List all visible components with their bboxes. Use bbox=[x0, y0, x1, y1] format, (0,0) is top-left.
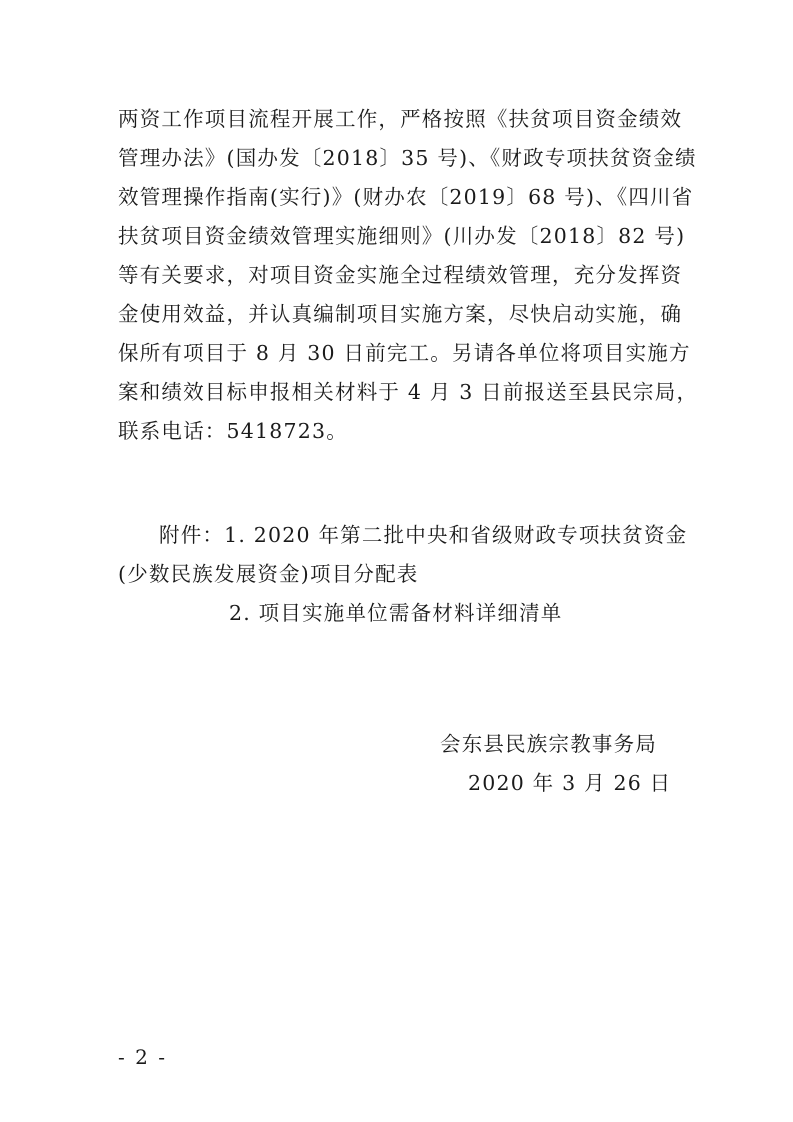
paragraph-line: 保所有项目于 8 月 30 日前完工。另请各单位将项目实施方 bbox=[118, 341, 691, 365]
paragraph-line: 效管理操作指南(实行)》(财办农〔2019〕68 号)、《四川省 bbox=[118, 185, 694, 209]
paragraph-line: 两资工作项目流程开展工作，严格按照《扶贫项目资金绩效 bbox=[118, 107, 683, 131]
attachment-2: 2. 项目实施单位需备材料详细清单 bbox=[229, 601, 563, 625]
paragraph-line: 管理办法》(国办发〔2018〕35 号)、《财政专项扶贫资金绩 bbox=[118, 146, 697, 170]
body-paragraph bbox=[118, 100, 699, 451]
page-number: - 2 - bbox=[118, 1045, 167, 1069]
issue-date: 2020 年 3 月 26 日 bbox=[468, 771, 672, 795]
signature-block bbox=[440, 725, 671, 803]
paragraph-line: 案和绩效目标申报相关材料于 4 月 3 日前报送至县民宗局， bbox=[118, 380, 699, 404]
attachment-1-line-2: (少数民族发展资金)项目分配表 bbox=[118, 562, 419, 586]
attachment-1-line-1: 附件：1. 2020 年第二批中央和省级财政专项扶贫资金 bbox=[159, 523, 688, 547]
paragraph-line: 等有关要求，对项目资金实施全过程绩效管理，充分发挥资 bbox=[118, 263, 683, 287]
issuing-organization: 会东县民族宗教事务局 bbox=[440, 732, 657, 756]
paragraph-line: 金使用效益，并认真编制项目实施方案，尽快启动实施，确 bbox=[118, 302, 683, 326]
attachments-section bbox=[118, 516, 693, 633]
paragraph-line: 联系电话：5418723。 bbox=[118, 419, 348, 443]
paragraph-line: 扶贫项目资金绩效管理实施细则》(川办发〔2018〕82 号) bbox=[118, 224, 686, 248]
